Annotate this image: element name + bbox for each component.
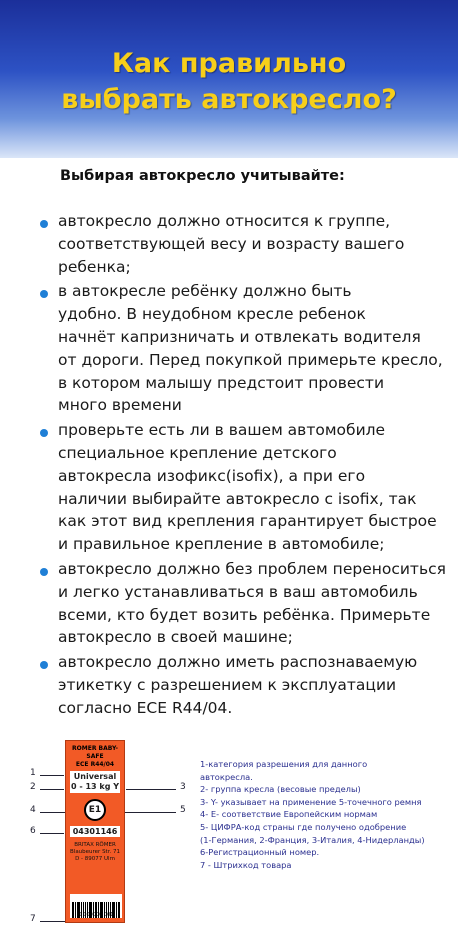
- list-item-line: согласно ECE R44/04.: [58, 698, 233, 717]
- legend-item: 3- Y- указывает на применение 5-точечного ремня: [200, 796, 422, 807]
- marker-2: 2: [30, 782, 36, 792]
- intro-heading: Выбирая автокресло учитывайте:: [60, 168, 345, 184]
- bullet-dot-icon: [40, 429, 48, 437]
- list-item: [40, 651, 450, 719]
- e-mark-icon: E1: [84, 799, 106, 821]
- marker-1: 1: [30, 768, 36, 778]
- list-item-line: всеми, кто будет возить ребёнка. Примерьте: [58, 605, 431, 624]
- legend-item: 7 - Штрихкод товара: [200, 859, 292, 870]
- label-approval-number: 04301146: [70, 826, 120, 837]
- list-item-line: и легко устанавливаться в ваш автомобиль: [58, 582, 418, 601]
- legend-item: 6-Регистрационный номер.: [200, 847, 320, 858]
- list-item: [40, 210, 450, 278]
- list-item-line: наличии выбирайте автокресло с isofix, так: [58, 489, 417, 508]
- list-item-line: в котором малышу предстоит провести: [58, 373, 385, 392]
- label-category: Universal: [73, 772, 117, 781]
- legend-item: 5- ЦИФРА-код страны где получено одобрение: [200, 821, 407, 832]
- barcode-icon: [70, 894, 122, 918]
- label-weight-group: 0 - 13 kg Y: [71, 782, 119, 791]
- list-item-line: как этот вид крепления гарантирует быстрое: [58, 512, 437, 531]
- list-item-line: автокресло в своей машине;: [58, 628, 293, 647]
- legend-item: 4- Е- соответствие Европейским нормам: [200, 809, 378, 820]
- list-item-line: ребенка;: [58, 257, 131, 276]
- label-group-box: [70, 771, 120, 793]
- marker-2-arrow: [40, 789, 64, 790]
- barcode-number: 0 000000 001: [78, 912, 114, 918]
- header-banner: [0, 0, 458, 158]
- ece-approval-label: [65, 740, 125, 923]
- marker-3-arrow: [126, 789, 176, 790]
- marker-4: 4: [30, 805, 36, 815]
- bullet-list: [40, 210, 450, 722]
- marker-7: 7: [30, 914, 36, 924]
- list-item-line: удобно. В неудобном кресле ребенок: [58, 305, 366, 324]
- label-brand-line: ROMER BABY-SAFE: [72, 745, 118, 760]
- page-title-line-2: выбрать автокресло?: [61, 84, 397, 115]
- list-item-line: начнёт капризничать и отвлекать водителя: [58, 327, 421, 346]
- bullet-dot-icon: [40, 568, 48, 576]
- marker-6-arrow: [40, 833, 64, 834]
- list-item: [40, 280, 450, 417]
- marker-3: 3: [180, 782, 186, 792]
- bullet-dot-icon: [40, 290, 48, 298]
- list-item: [40, 419, 450, 556]
- label-manufacturer: [70, 842, 120, 863]
- legend-item: (1-Германия, 2-Франция, 3-Италия, 4-Нидерланды): [200, 834, 425, 845]
- list-item-line: соответствующей весу и возрасту вашего: [58, 234, 405, 253]
- list-item-line: от дороги. Перед покупкой примерьте кресло,: [58, 350, 443, 369]
- list-item-line: автокресло должно без проблем переноситься: [58, 559, 446, 578]
- list-item-line: автокресло должно иметь распознаваемую: [58, 653, 418, 672]
- bullet-dot-icon: [40, 661, 48, 669]
- label-maker-line: Blaubeurer Str. 71: [70, 849, 120, 855]
- list-item-line: много времени: [58, 396, 182, 415]
- list-item-line: и правильное крепление в автомобиле;: [58, 535, 385, 554]
- bullet-dot-icon: [40, 220, 48, 228]
- legend-item: 1-категория разрешения для данного: [200, 759, 368, 769]
- legend-item: 2- группа кресла (весовые пределы): [200, 784, 361, 795]
- list-item: [40, 558, 450, 649]
- list-item-line: автокресла изофикс(isofix), а при его: [58, 466, 366, 485]
- marker-6: 6: [30, 826, 36, 836]
- label-standard-line: ECE R44/04: [75, 761, 115, 768]
- label-brand: [70, 745, 120, 769]
- marker-7-arrow: [40, 921, 68, 922]
- label-legend: [200, 758, 455, 871]
- list-item-line: специальное крепление детского: [58, 443, 337, 462]
- list-item-line: проверьте есть ли в вашем автомобиле: [58, 421, 386, 440]
- list-item-line: этикетку с разрешением к эксплуатации: [58, 675, 397, 694]
- list-item-line: в автокресле ребёнку должно быть: [58, 282, 352, 301]
- list-item-line: автокресло должно относится к группе,: [58, 212, 391, 230]
- label-maker-line: BRITAX RÖMER: [74, 842, 116, 848]
- marker-5: 5: [180, 805, 186, 815]
- page-title-line-1: Как правильно: [111, 48, 347, 79]
- label-maker-line: D - 89077 Ulm: [75, 856, 115, 862]
- legend-item: автокресла.: [200, 771, 253, 782]
- marker-1-arrow: [40, 775, 64, 776]
